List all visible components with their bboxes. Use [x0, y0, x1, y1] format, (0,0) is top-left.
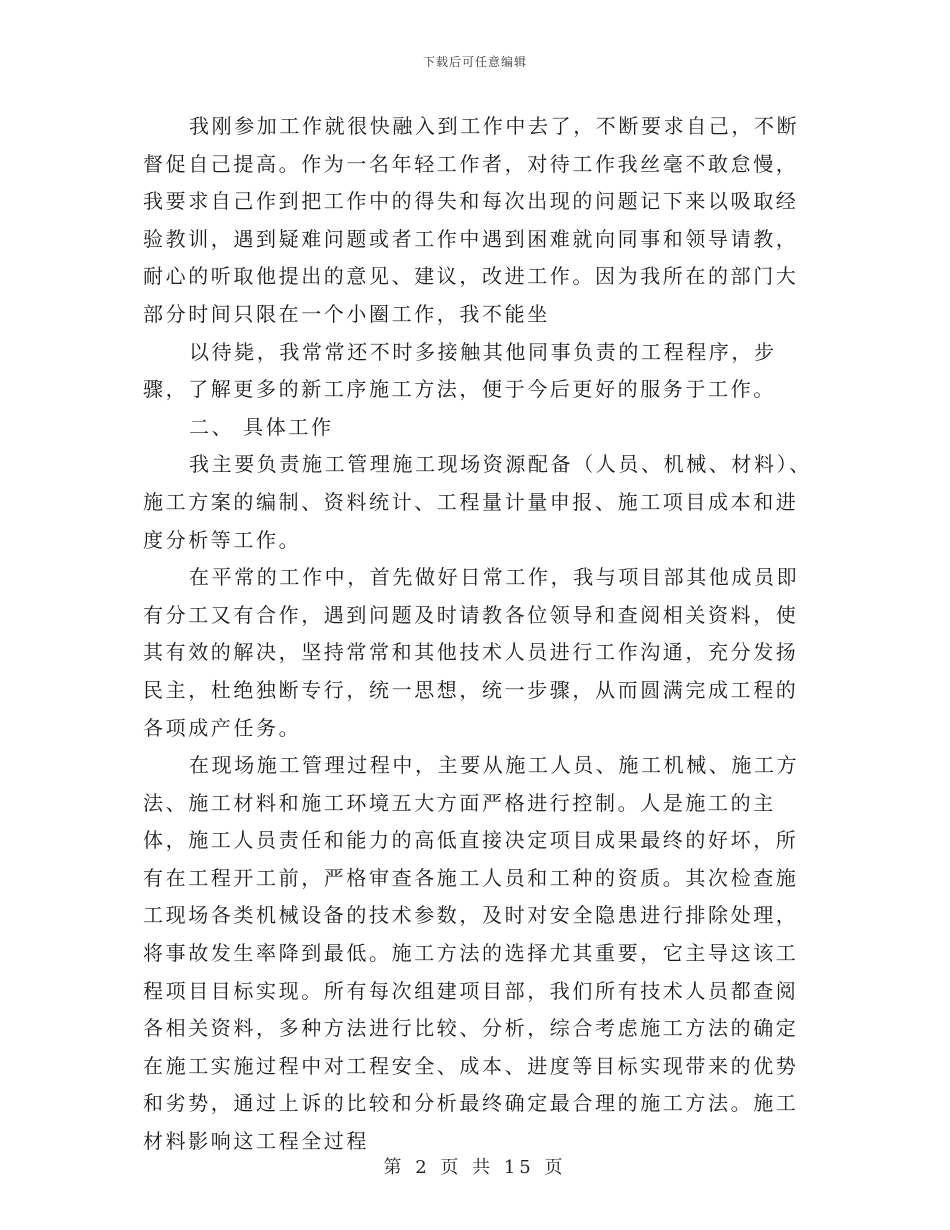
page-header: 下载后可任意编辑	[422, 55, 527, 69]
paragraph-2: 以待毙，我常常还不时多接触其他同事负责的工程程序，步骤，了解更多的新工序施工方法，便于今后更好的服务于工作。	[143, 339, 777, 402]
paragraph-4: 在平常的工作中，首先做好日常工作，我与项目部其他成员即有分工又有合作，遇到问题及时请教各位领导和查阅相关资料，使其有效的解决，坚持常常和其他技术人员进行工作沟通，充分发扬民主，杜绝独断专行，统一思想，统一步骤，从而圆满完成工程的各项成产任务。	[143, 565, 800, 740]
paragraph-5: 在现场施工管理过程中，主要从施工人员、施工机械、施工方法、施工材料和施工环境五大方面严格进行控制。人是施工的主体，施工人员责任和能力的高低直接决定项目成果最终的好坏，所有在工程开工前，严格审查各施工人员和工种的资质。其次检查施工现场各类机械设备的技术参数，及时对安全隐患进行排除处理，将事故发生率降到最低。施工方法的选择尤其重要，它主导这该工程项目目标实现。所有每次组建项目部，我们所有技术人员都查阅各相关资料，多种方法进行比较、分析，综合考虑施工方法的确定在施工实施过程中对工程安全、成本、进度等目标实现带来的优势和劣势，通过上诉的比较和分析最终确定最合理的施工方法。施工材料影响这工程全过程	[143, 753, 800, 1154]
paragraph-3: 我主要负责施工管理施工现场资源配备（人员、机械、材料）、施工方案的编制、资料统计、工程量计量申报、施工项目成本和进度分析等工作。	[143, 452, 812, 552]
page-footer: 第 2 页 共 15 页	[383, 1157, 567, 1178]
paragraph-1: 我刚参加工作就很快融入到工作中去了，不断要求自己，不断督促自己提高。作为一名年轻工作者，对待工作我丝毫不敢怠慢，我要求自己作到把工作中的得失和每次出现的问题记下来以吸取经验教训，遇到疑难问题或者工作中遇到困难就向同事和领导请教，耐心的听取他提出的意见、建议，改进工作。因为我所在的部门大部分时间只限在一个小圈工作，我不能坐	[143, 114, 800, 326]
document-body	[143, 108, 815, 1161]
section-heading: 二、 具体工作	[189, 414, 334, 439]
